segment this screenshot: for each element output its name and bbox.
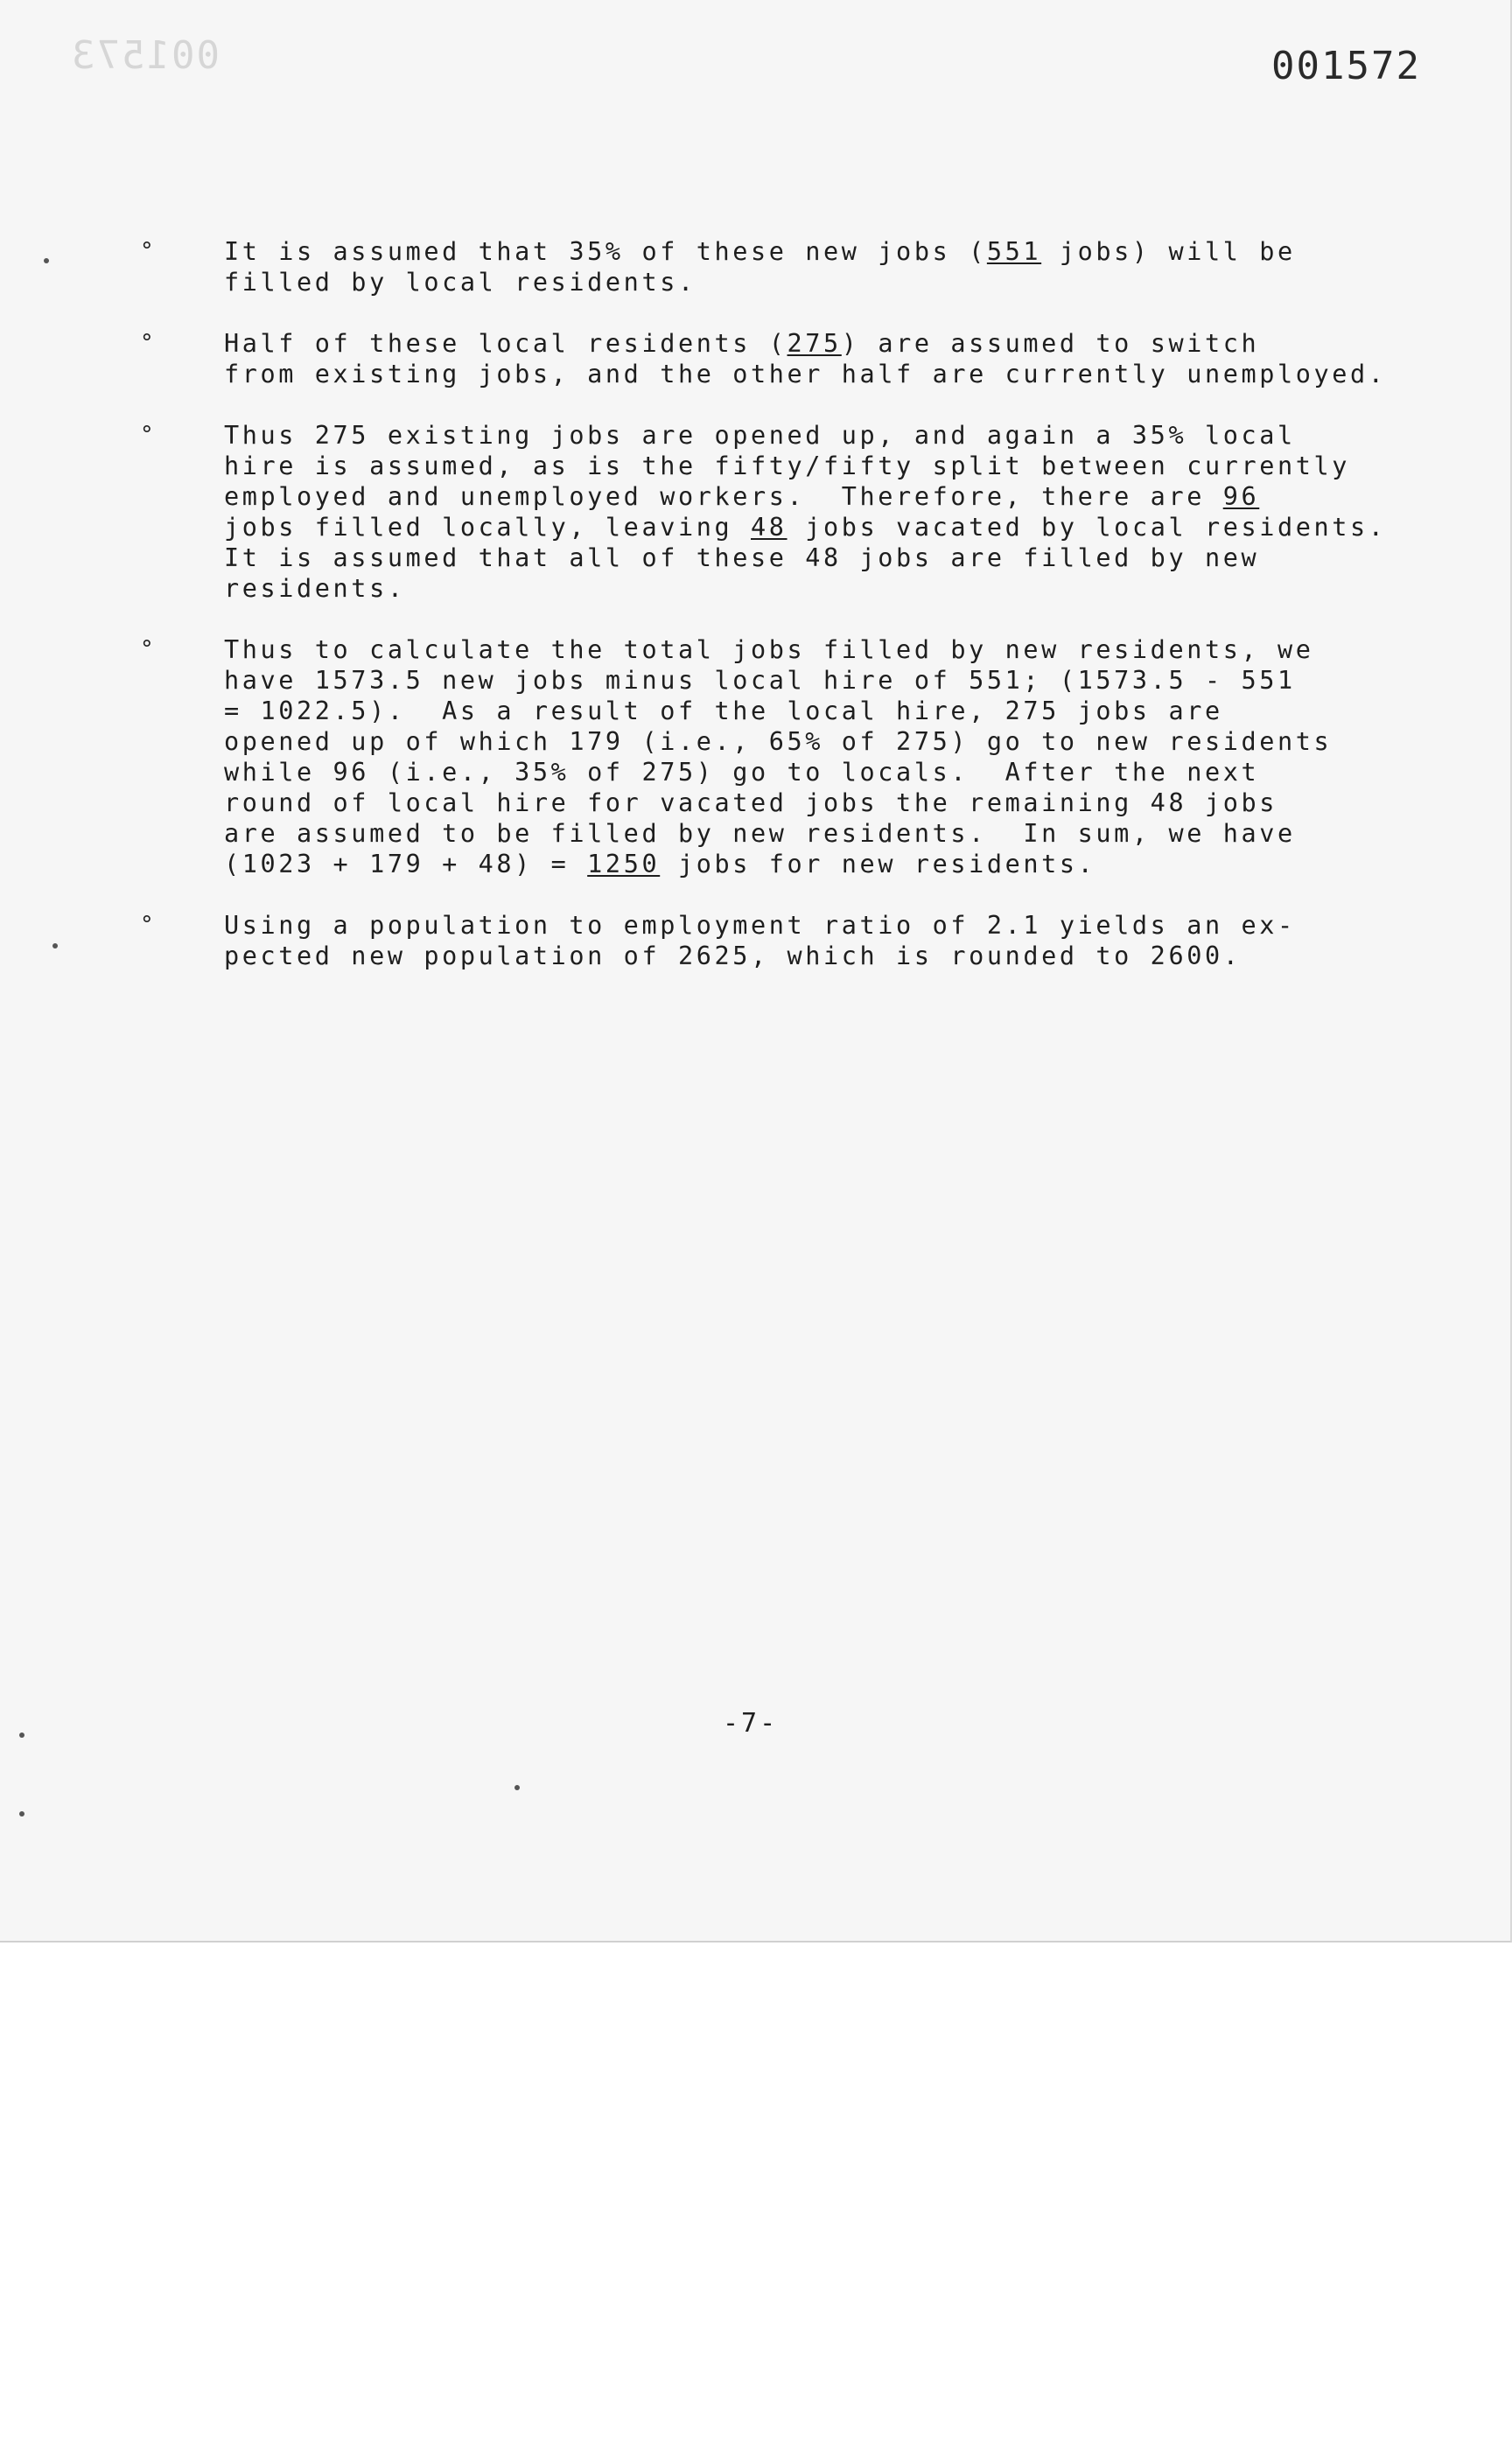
bullet-item bbox=[140, 236, 1400, 298]
underlined-figure: 275 bbox=[787, 329, 842, 358]
bullet-marker: ° bbox=[140, 636, 154, 662]
bullet-item bbox=[140, 328, 1400, 389]
text-segment: residents. bbox=[224, 574, 406, 603]
text-segment: jobs vacated by local residents. bbox=[787, 513, 1387, 542]
bullet-marker: ° bbox=[140, 912, 154, 938]
text-segment: opened up of which 179 (i.e., 65% of 275) go to new residents bbox=[224, 727, 1333, 756]
underlined-figure: 551 bbox=[986, 237, 1042, 266]
text-segment: round of local hire for vacated jobs the remaining 48 jobs bbox=[224, 788, 1278, 817]
bullet-text bbox=[224, 328, 1400, 389]
scan-speck bbox=[514, 1785, 520, 1790]
bullet-text bbox=[224, 634, 1400, 879]
text-segment: jobs) will be bbox=[1041, 237, 1296, 266]
text-segment: Thus 275 existing jobs are opened up, and again a 35% local bbox=[224, 421, 1296, 450]
text-segment: jobs filled locally, leaving bbox=[224, 513, 751, 542]
bullet-item bbox=[140, 420, 1400, 604]
text-segment: Using a population to employment ratio of 2.1 yields an ex- bbox=[224, 911, 1296, 940]
text-segment: ) are assumed to switch bbox=[841, 329, 1260, 358]
scan-speck bbox=[19, 1811, 24, 1816]
page-number: -7- bbox=[723, 1708, 779, 1739]
underlined-figure: 96 bbox=[1222, 482, 1260, 511]
scan-speck bbox=[44, 258, 49, 263]
page-id: 001572 bbox=[1271, 44, 1421, 88]
bullet-text bbox=[224, 420, 1400, 604]
text-segment: Thus to calculate the total jobs filled by new residents, we bbox=[224, 635, 1314, 664]
underlined-figure: 1250 bbox=[587, 850, 661, 878]
text-segment: pected new population of 2625, which is rounded to 2600. bbox=[224, 942, 1242, 970]
text-segment: are assumed to be filled by new residents. In sum, we have bbox=[224, 819, 1296, 848]
text-segment: Half of these local residents ( bbox=[224, 329, 788, 358]
underlined-figure: 48 bbox=[751, 513, 788, 542]
text-segment: = 1022.5). As a result of the local hire, 275 jobs are bbox=[224, 696, 1223, 725]
bullet-marker: ° bbox=[140, 238, 154, 264]
bullet-text bbox=[224, 236, 1400, 298]
bullet-marker: ° bbox=[140, 330, 154, 356]
bullet-item bbox=[140, 910, 1400, 971]
text-segment: filled by local residents. bbox=[224, 268, 696, 297]
text-segment: It is assumed that 35% of these new jobs ( bbox=[224, 237, 987, 266]
scan-speck bbox=[52, 943, 58, 948]
text-segment: jobs for new residents. bbox=[660, 850, 1096, 878]
bullet-list bbox=[140, 236, 1400, 1002]
bleed-through-page-id: 001573 bbox=[70, 33, 220, 78]
text-segment: from existing jobs, and the other half are currently unemployed. bbox=[224, 360, 1387, 388]
text-segment: (1023 + 179 + 48) = bbox=[224, 850, 588, 878]
bullet-text bbox=[224, 910, 1400, 971]
bullet-item bbox=[140, 634, 1400, 879]
bullet-marker: ° bbox=[140, 422, 154, 448]
text-segment: hire is assumed, as is the fifty/fifty split between currently bbox=[224, 452, 1351, 480]
scan-speck bbox=[19, 1732, 24, 1738]
text-segment: while 96 (i.e., 35% of 275) go to locals. After the next bbox=[224, 758, 1260, 787]
text-segment: employed and unemployed workers. Therefore, there are bbox=[224, 482, 1223, 511]
text-segment: It is assumed that all of these 48 jobs are filled by new bbox=[224, 543, 1260, 572]
text-segment: have 1573.5 new jobs minus local hire of 551; (1573.5 - 551 bbox=[224, 666, 1296, 695]
